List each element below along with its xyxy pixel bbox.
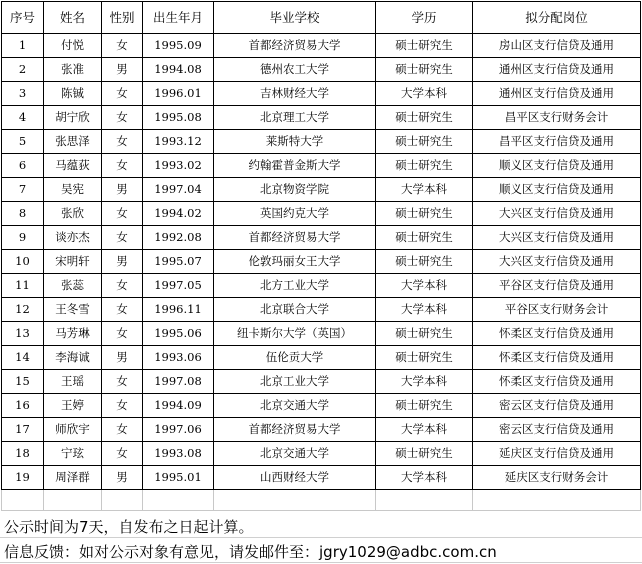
cell-gender: 女 [102,34,143,58]
cell-birth: 1995.07 [143,250,214,274]
cell-position: 延庆区支行信贷及通用 [473,442,641,466]
cell-index: 3 [2,82,44,106]
cell-birth: 1994.02 [143,202,214,226]
cell-school: 莱斯特大学 [214,130,376,154]
cell-gender: 女 [102,418,143,442]
cell-degree: 硕士研究生 [376,226,473,250]
empty-row [2,490,641,511]
cell-index: 15 [2,370,44,394]
cell-school: 北方工业大学 [214,274,376,298]
cell-birth: 1992.08 [143,226,214,250]
cell-name: 张欣 [44,202,102,226]
cell-gender: 男 [102,346,143,370]
cell-index: 8 [2,202,44,226]
cell-name: 王婷 [44,394,102,418]
cell-gender: 女 [102,394,143,418]
cell-name: 宁玹 [44,442,102,466]
cell-gender: 女 [102,130,143,154]
cell-position: 平谷区支行财务会计 [473,298,641,322]
cell-name: 张思泽 [44,130,102,154]
cell-birth: 1997.08 [143,370,214,394]
cell-name: 马蕴荻 [44,154,102,178]
cell-school: 德州农工大学 [214,58,376,82]
cell-birth: 1993.12 [143,130,214,154]
cell-index: 6 [2,154,44,178]
cell-birth: 1997.04 [143,178,214,202]
empty-cell [2,490,44,511]
cell-degree: 硕士研究生 [376,250,473,274]
cell-school: 约翰霍普金斯大学 [214,154,376,178]
cell-school: 北京物资学院 [214,178,376,202]
cell-position: 怀柔区支行信贷及通用 [473,370,641,394]
cell-birth: 1993.08 [143,442,214,466]
cell-position: 通州区支行信贷及通用 [473,58,641,82]
empty-cell [376,490,473,511]
cell-position: 密云区支行信贷及通用 [473,394,641,418]
table-row [2,274,641,298]
cell-position: 大兴区支行信贷及通用 [473,226,641,250]
table-row [2,370,641,394]
cell-school: 首都经济贸易大学 [214,418,376,442]
cell-school: 北京工业大学 [214,370,376,394]
header-index: 序号 [2,2,44,34]
empty-cell [473,490,641,511]
cell-birth: 1996.01 [143,82,214,106]
cell-gender: 女 [102,226,143,250]
cell-birth: 1995.01 [143,466,214,490]
cell-gender: 男 [102,250,143,274]
cell-name: 吴宪 [44,178,102,202]
cell-birth: 1995.08 [143,106,214,130]
table-row [2,298,641,322]
cell-degree: 硕士研究生 [376,130,473,154]
cell-position: 平谷区支行信贷及通用 [473,274,641,298]
cell-position: 大兴区支行信贷及通用 [473,250,641,274]
cell-birth: 1997.05 [143,274,214,298]
table-row [2,442,641,466]
cell-name: 陈铖 [44,82,102,106]
notice-period-text: 公示时间为7天，自发布之日起计算。 [4,518,254,536]
candidate-table [1,1,641,511]
table-row [2,202,641,226]
cell-name: 周泽群 [44,466,102,490]
cell-degree: 硕士研究生 [376,58,473,82]
cell-name: 张蕊 [44,274,102,298]
cell-position: 延庆区支行财务会计 [473,466,641,490]
cell-position: 怀柔区支行信贷及通用 [473,346,641,370]
table-row [2,34,641,58]
empty-cell [214,490,376,511]
table-header-row [2,2,641,34]
cell-school: 首都经济贸易大学 [214,34,376,58]
cell-school: 北京交通大学 [214,394,376,418]
cell-gender: 男 [102,178,143,202]
cell-name: 师欣宇 [44,418,102,442]
cell-gender: 女 [102,154,143,178]
empty-cell [143,490,214,511]
table-row [2,130,641,154]
cell-degree: 大学本科 [376,178,473,202]
feedback-text: 信息反馈：如对公示对象有意见，请发邮件至：jgry1029@adbc.com.cn [4,543,497,561]
cell-degree: 硕士研究生 [376,394,473,418]
cell-school: 英国约克大学 [214,202,376,226]
header-gender: 性别 [102,2,143,34]
cell-index: 1 [2,34,44,58]
cell-gender: 女 [102,442,143,466]
cell-name: 付悦 [44,34,102,58]
cell-index: 12 [2,298,44,322]
cell-name: 马芳琳 [44,322,102,346]
cell-degree: 硕士研究生 [376,154,473,178]
cell-degree: 大学本科 [376,466,473,490]
cell-index: 10 [2,250,44,274]
cell-birth: 1997.06 [143,418,214,442]
cell-index: 5 [2,130,44,154]
cell-position: 通州区支行信贷及通用 [473,82,641,106]
cell-birth: 1993.02 [143,154,214,178]
cell-gender: 女 [102,274,143,298]
cell-school: 北京交通大学 [214,442,376,466]
cell-name: 宋明轩 [44,250,102,274]
cell-degree: 硕士研究生 [376,322,473,346]
cell-degree: 硕士研究生 [376,34,473,58]
cell-gender: 女 [102,202,143,226]
cell-birth: 1994.09 [143,394,214,418]
gridline [0,562,642,563]
cell-school: 首都经济贸易大学 [214,226,376,250]
cell-school: 山西财经大学 [214,466,376,490]
cell-gender: 女 [102,370,143,394]
cell-gender: 女 [102,322,143,346]
table-row [2,154,641,178]
cell-birth: 1996.11 [143,298,214,322]
cell-gender: 女 [102,106,143,130]
cell-degree: 硕士研究生 [376,442,473,466]
cell-index: 2 [2,58,44,82]
cell-name: 李海诚 [44,346,102,370]
table-row [2,346,641,370]
cell-degree: 大学本科 [376,418,473,442]
cell-index: 4 [2,106,44,130]
gridline [0,537,642,538]
cell-position: 昌平区支行信贷及通用 [473,130,641,154]
cell-degree: 硕士研究生 [376,106,473,130]
cell-school: 伦敦玛丽女王大学 [214,250,376,274]
cell-position: 昌平区支行财务会计 [473,106,641,130]
header-birth: 出生年月 [143,2,214,34]
cell-school: 北京联合大学 [214,298,376,322]
cell-name: 谈亦杰 [44,226,102,250]
table-row [2,178,641,202]
cell-degree: 大学本科 [376,274,473,298]
cell-degree: 大学本科 [376,370,473,394]
cell-birth: 1994.08 [143,58,214,82]
table-row [2,106,641,130]
table-row [2,418,641,442]
cell-index: 7 [2,178,44,202]
cell-degree: 硕士研究生 [376,346,473,370]
cell-position: 密云区支行信贷及通用 [473,418,641,442]
table-row [2,322,641,346]
cell-gender: 男 [102,58,143,82]
header-name: 姓名 [44,2,102,34]
table-row [2,58,641,82]
cell-index: 19 [2,466,44,490]
cell-gender: 男 [102,466,143,490]
cell-degree: 大学本科 [376,82,473,106]
cell-index: 13 [2,322,44,346]
cell-school: 吉林财经大学 [214,82,376,106]
empty-cell [44,490,102,511]
cell-birth: 1995.09 [143,34,214,58]
cell-name: 王瑶 [44,370,102,394]
cell-school: 北京理工大学 [214,106,376,130]
cell-school: 伍伦贡大学 [214,346,376,370]
cell-gender: 女 [102,82,143,106]
cell-birth: 1993.06 [143,346,214,370]
table-row [2,226,641,250]
cell-index: 18 [2,442,44,466]
header-degree: 学历 [376,2,473,34]
cell-name: 张准 [44,58,102,82]
cell-position: 大兴区支行信贷及通用 [473,202,641,226]
cell-name: 王冬雪 [44,298,102,322]
cell-position: 怀柔区支行信贷及通用 [473,322,641,346]
cell-index: 14 [2,346,44,370]
header-position: 拟分配岗位 [473,2,641,34]
cell-index: 11 [2,274,44,298]
cell-birth: 1995.06 [143,322,214,346]
table-row [2,394,641,418]
table-row [2,250,641,274]
cell-school: 纽卡斯尔大学（英国） [214,322,376,346]
cell-gender: 女 [102,298,143,322]
empty-cell [102,490,143,511]
table-row [2,466,641,490]
cell-position: 房山区支行信贷及通用 [473,34,641,58]
header-school: 毕业学校 [214,2,376,34]
cell-position: 顺义区支行信贷及通用 [473,154,641,178]
table-row [2,82,641,106]
cell-degree: 硕士研究生 [376,202,473,226]
cell-index: 9 [2,226,44,250]
cell-index: 17 [2,418,44,442]
cell-index: 16 [2,394,44,418]
cell-position: 顺义区支行信贷及通用 [473,178,641,202]
cell-degree: 大学本科 [376,298,473,322]
cell-name: 胡宁欣 [44,106,102,130]
